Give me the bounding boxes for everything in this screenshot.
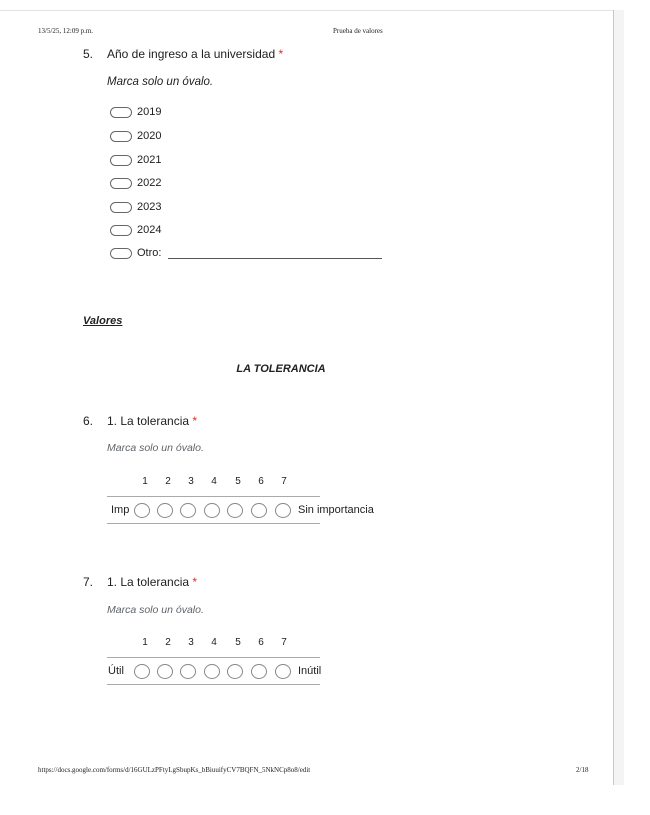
- q6-title: [107, 414, 197, 428]
- header-datetime: 13/5/25, 12:09 p.m.: [38, 27, 94, 35]
- footer-page-number: 2/18: [576, 766, 589, 774]
- q7-scale-oval-6[interactable]: [251, 664, 267, 679]
- q6-scale-number: 2: [165, 476, 171, 487]
- q5-option-label: Otro:: [137, 247, 162, 259]
- q6-scale-number: 7: [281, 476, 287, 487]
- q7-title-text: 1. La tolerancia: [107, 575, 190, 589]
- q6-scale-oval-5[interactable]: [227, 503, 243, 518]
- q6-scale-number: 3: [188, 476, 194, 487]
- q7-required-mark: *: [192, 575, 198, 589]
- q5-option-label: 2021: [137, 154, 162, 166]
- q7-scale-number: 1: [142, 637, 148, 648]
- q7-scale-oval-2[interactable]: [157, 664, 173, 679]
- q5-option-2022[interactable]: [110, 176, 161, 190]
- q5-option-2019[interactable]: [110, 105, 161, 119]
- q7-scale-oval-4[interactable]: [204, 664, 220, 679]
- q5-option-2023[interactable]: [110, 200, 161, 214]
- q5-option-label: 2019: [137, 106, 162, 118]
- q7-scale-oval-3[interactable]: [180, 664, 196, 679]
- q7-scale-number: 6: [258, 637, 264, 648]
- q7-scale-oval-1[interactable]: [134, 664, 150, 679]
- q6-right-label: Sin importancia: [298, 504, 374, 516]
- q6-scale-oval-2[interactable]: [157, 503, 173, 518]
- header-title: Prueba de valores: [333, 27, 383, 35]
- q6-scale-oval-3[interactable]: [180, 503, 196, 518]
- q5-required-mark: *: [278, 47, 284, 61]
- page-right-shade: [614, 10, 624, 785]
- q7-scale-top-rule: [107, 657, 320, 658]
- q6-number: 6.: [83, 414, 94, 428]
- q5-title: [107, 47, 283, 61]
- q6-scale-oval-4[interactable]: [204, 503, 220, 518]
- q7-scale-number: 5: [235, 637, 241, 648]
- q7-title: [107, 575, 197, 589]
- q6-title-text: 1. La tolerancia: [107, 414, 190, 428]
- q6-hint: Marca solo un óvalo.: [107, 442, 204, 454]
- q5-other-text-line[interactable]: [168, 258, 382, 259]
- q7-right-label: Inútil: [298, 665, 322, 677]
- q5-option-2020[interactable]: [110, 129, 161, 143]
- q5-option-2024[interactable]: [110, 223, 161, 237]
- oval-radio[interactable]: [110, 178, 132, 189]
- q7-scale-number: 7: [281, 637, 287, 648]
- q6-scale-top-rule: [107, 496, 320, 497]
- q5-option-label: 2023: [137, 201, 162, 213]
- q7-scale-bottom-rule: [107, 684, 320, 685]
- oval-radio[interactable]: [110, 155, 132, 166]
- q7-number: 7.: [83, 575, 94, 589]
- q5-option-other[interactable]: [110, 246, 161, 260]
- q6-scale-oval-6[interactable]: [251, 503, 267, 518]
- q7-left-label: Útil: [108, 665, 124, 677]
- q6-scale-number: 6: [258, 476, 264, 487]
- q7-scale-number: 2: [165, 637, 171, 648]
- oval-radio[interactable]: [110, 202, 132, 213]
- q6-scale-number: 4: [211, 476, 217, 487]
- q6-required-mark: *: [192, 414, 198, 428]
- q7-scale-oval-5[interactable]: [227, 664, 243, 679]
- section-subtitle: LA TOLERANCIA: [236, 363, 326, 375]
- oval-radio[interactable]: [110, 225, 132, 236]
- q7-scale-number: 3: [188, 637, 194, 648]
- q6-scale-oval-1[interactable]: [134, 503, 150, 518]
- q5-option-label: 2022: [137, 177, 162, 189]
- q7-scale-number: 4: [211, 637, 217, 648]
- footer-url: https://docs.google.com/forms/d/16GULzPFtyLgSbupKs_bBiuuifyCV7BQFN_5NkNCp8o8/edit: [38, 766, 311, 774]
- page-top-border: [0, 10, 614, 11]
- q7-hint: Marca solo un óvalo.: [107, 604, 204, 616]
- q5-hint: Marca solo un óvalo.: [107, 76, 214, 88]
- q5-number: 5.: [83, 47, 94, 61]
- q6-scale-oval-7[interactable]: [275, 503, 291, 518]
- q6-scale-number: 5: [235, 476, 241, 487]
- q6-left-label: Imp: [111, 504, 130, 516]
- q5-title-text: Año de ingreso a la universidad: [107, 47, 276, 61]
- q7-scale-oval-7[interactable]: [275, 664, 291, 679]
- q6-scale-bottom-rule: [107, 523, 320, 524]
- oval-radio[interactable]: [110, 107, 132, 118]
- section-title: Valores: [83, 315, 123, 327]
- q5-option-label: 2020: [137, 130, 162, 142]
- oval-radio[interactable]: [110, 248, 132, 259]
- q6-scale-number: 1: [142, 476, 148, 487]
- q5-option-label: 2024: [137, 224, 162, 236]
- q5-option-2021[interactable]: [110, 153, 161, 167]
- oval-radio[interactable]: [110, 131, 132, 142]
